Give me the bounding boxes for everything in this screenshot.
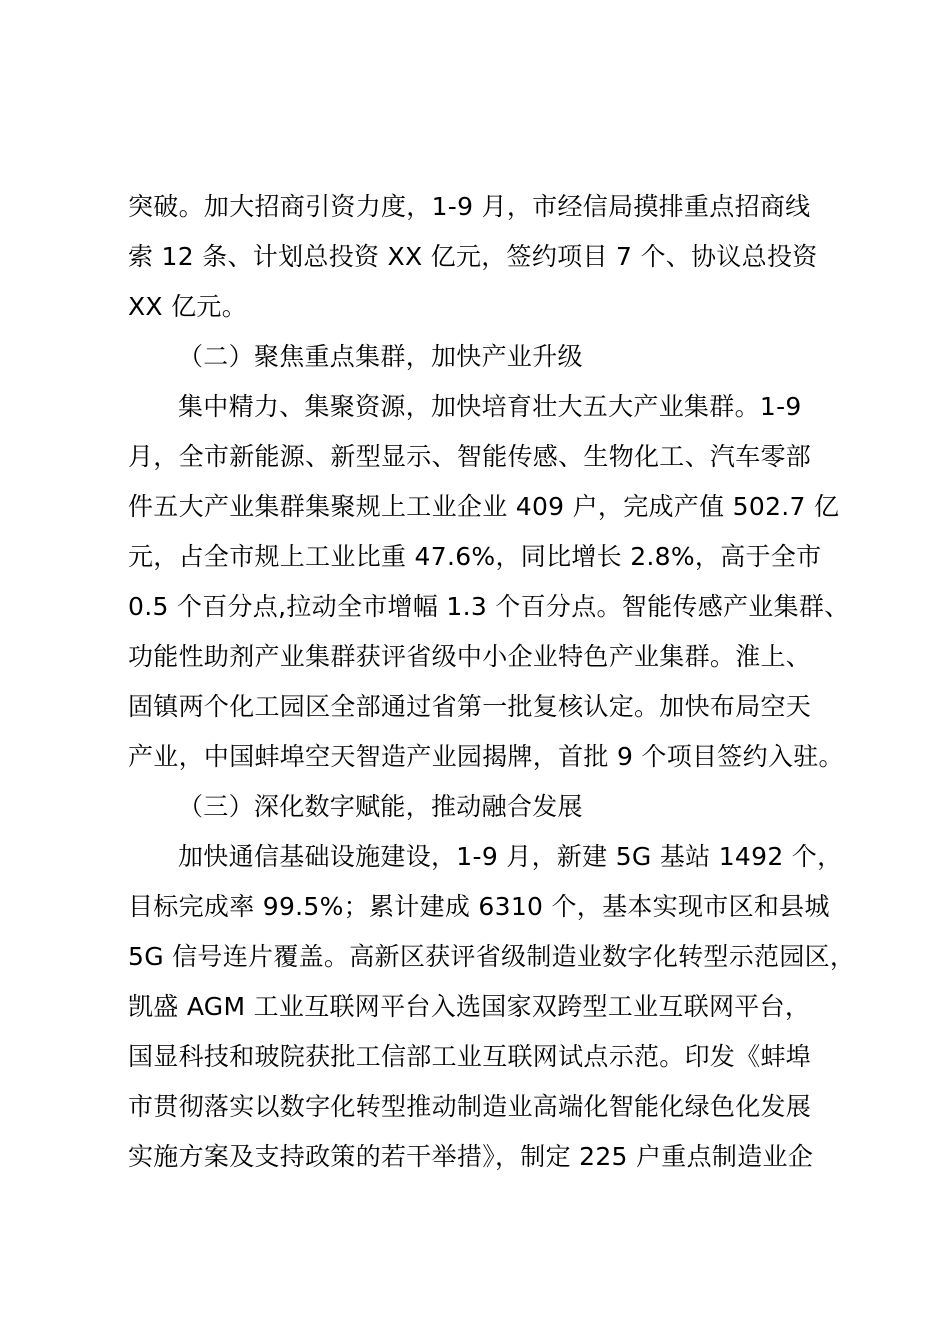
paragraph-line: 实施方案及支持政策的若干举措》，制定 225 户重点制造业企: [128, 1142, 814, 1171]
paragraph-line: 凯盛 AGM 工业互联网平台入选国家双跨型工业互联网平台，: [128, 992, 811, 1021]
paragraph-line: 集中精力、集聚资源，加快培育壮大五大产业集群。1-9: [178, 392, 802, 421]
paragraph-line: 5G 信号连片覆盖。高新区获评省级制造业数字化转型示范园区，: [128, 942, 856, 971]
paragraph-line: 功能性助剂产业集群获评省级中小企业特色产业集群。淮上、: [128, 642, 812, 671]
section-heading: （二）聚焦重点集群，加快产业升级: [178, 342, 583, 371]
paragraph-line: 市贯彻落实以数字化转型推动制造业高端化智能化绿色化发展: [128, 1092, 812, 1121]
section-heading: （三）深化数字赋能，推动融合发展: [178, 792, 583, 821]
paragraph-line: 目标完成率 99.5%；累计建成 6310 个，基本实现市区和县城: [128, 892, 830, 921]
paragraph-line: 产业，中国蚌埠空天智造产业园揭牌，首批 9 个项目签约入驻。: [128, 742, 844, 771]
paragraph-line: 件五大产业集群集聚规上工业企业 409 户，完成产值 502.7 亿: [128, 492, 840, 521]
paragraph-line: XX 亿元。: [128, 292, 247, 321]
paragraph-line: 加快通信基础设施建设，1-9 月，新建 5G 基站 1492 个，: [178, 842, 843, 871]
paragraph-line: 0.5 个百分点,拉动全市增幅 1.3 个百分点。智能传感产业集群、: [128, 592, 850, 621]
paragraph-line: 突破。加大招商引资力度，1-9 月，市经信局摸排重点招商线: [128, 192, 811, 221]
paragraph-line: 元，占全市规上工业比重 47.6%，同比增长 2.8%，高于全市: [128, 542, 822, 571]
paragraph-line: 月，全市新能源、新型显示、智能传感、生物化工、汽车零部: [128, 442, 812, 471]
paragraph-line: 固镇两个化工园区全部通过省第一批复核认定。加快布局空天: [128, 692, 812, 721]
paragraph-line: 国显科技和玻院获批工信部工业互联网试点示范。印发《蚌埠: [128, 1042, 812, 1071]
paragraph-line: 索 12 条、计划总投资 XX 亿元，签约项目 7 个、协议总投资: [128, 242, 818, 271]
